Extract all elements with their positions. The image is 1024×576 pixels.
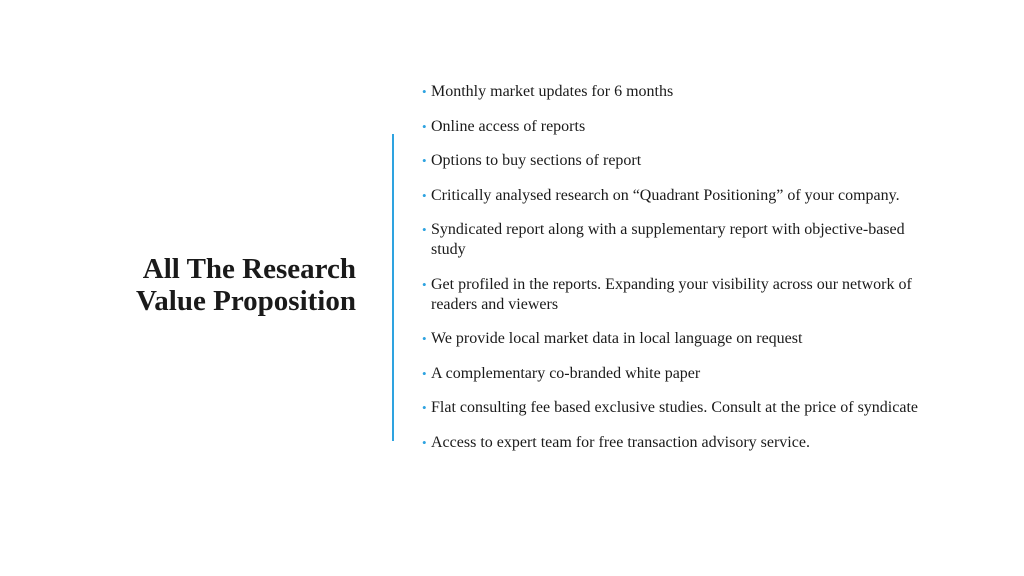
bullet-dot-icon: • <box>422 276 427 292</box>
slide-title-line-1: All The Research <box>142 253 356 285</box>
list-item <box>421 220 941 260</box>
value-proposition-list <box>421 82 941 467</box>
bullet-dot-icon: • <box>422 118 427 134</box>
vertical-divider <box>392 134 394 441</box>
list-item <box>421 151 941 171</box>
bullet-dot-icon: • <box>422 365 427 381</box>
bullet-dot-icon: • <box>422 400 427 415</box>
list-item-text: Options to buy sections of report <box>431 152 642 169</box>
list-item <box>421 398 941 418</box>
list-item <box>421 329 941 349</box>
list-item-text: We provide local market data in local language on request <box>431 330 803 347</box>
list-item <box>421 364 941 384</box>
list-item-text: Syndicated report along with a supplementary report with objective-based study <box>431 221 905 258</box>
bullet-dot-icon: • <box>422 331 427 346</box>
list-item-text: Access to expert team for free transaction advisory service. <box>431 433 810 451</box>
bullet-dot-icon: • <box>422 153 427 168</box>
list-item-text: Online access of reports <box>431 117 586 135</box>
list-item <box>421 275 941 315</box>
list-item-text: Get profiled in the reports. Expanding your visibility across our network of readers and viewers <box>431 275 912 313</box>
list-item-text: Monthly market updates for 6 months <box>431 83 674 100</box>
slide-title-line-2: Value Proposition <box>136 285 356 317</box>
bullet-dot-icon: • <box>422 187 427 203</box>
bullet-dot-icon: • <box>422 434 427 450</box>
slide-title <box>136 253 356 317</box>
list-item <box>421 186 941 206</box>
list-item <box>421 433 941 453</box>
list-item <box>421 82 941 102</box>
list-item-text: A complementary co-branded white paper <box>431 364 701 382</box>
list-item <box>421 117 941 137</box>
list-item-text: Critically analysed research on “Quadrant Positioning” of your company. <box>431 186 900 204</box>
list-item-text: Flat consulting fee based exclusive studies. Consult at the price of syndicate <box>431 399 918 416</box>
bullet-dot-icon: • <box>422 84 427 99</box>
bullet-dot-icon: • <box>422 222 427 237</box>
